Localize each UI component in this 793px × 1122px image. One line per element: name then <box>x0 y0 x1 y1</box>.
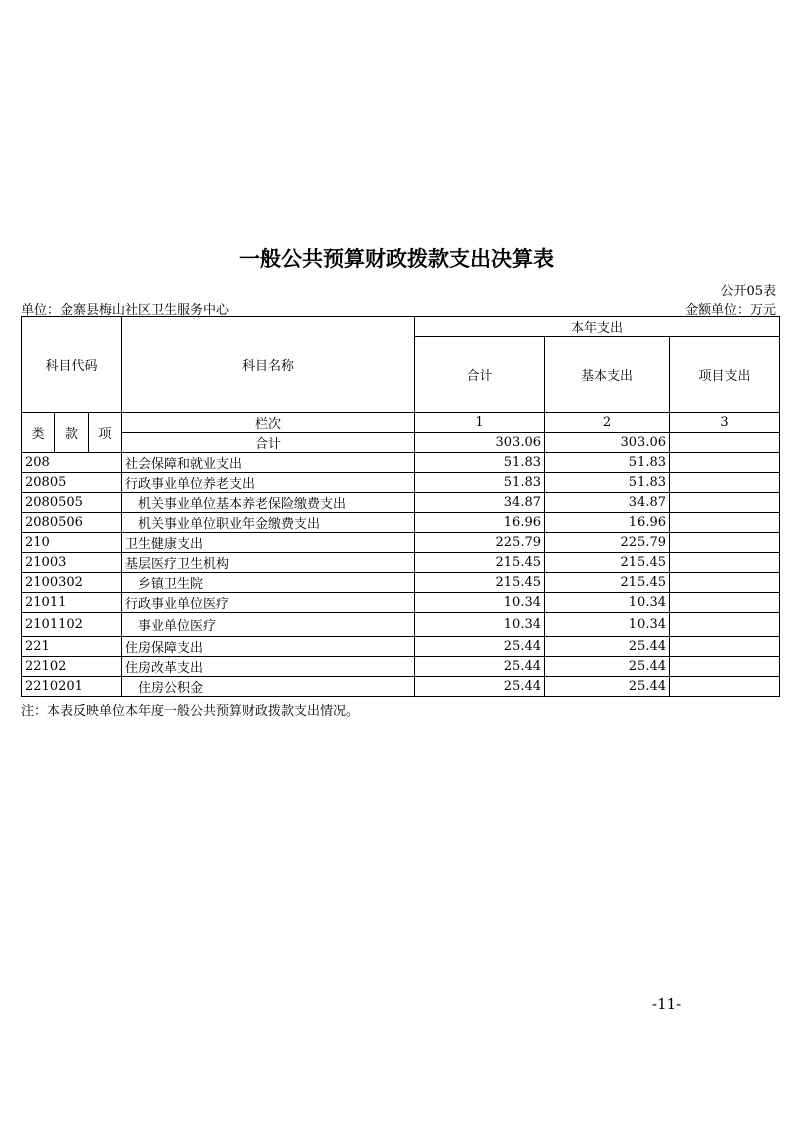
unit-label: 单位：金寨县梅山社区卫生服务中心 <box>21 303 230 318</box>
row-project <box>670 593 780 613</box>
header-lei: 类 <box>22 413 55 453</box>
row-basic: 225.79 <box>545 533 670 553</box>
row-total: 215.45 <box>415 553 545 573</box>
sum-label: 合计 <box>122 433 415 453</box>
row-project <box>670 513 780 533</box>
row-total: 51.83 <box>415 473 545 493</box>
row-code: 22102 <box>22 657 122 677</box>
table-row <box>22 473 780 493</box>
row-name: 机关事业单位职业年金缴费支出 <box>122 513 415 533</box>
row-code: 208 <box>22 453 122 473</box>
page-number: -11- <box>652 995 682 1013</box>
sum-total: 303.06 <box>415 433 545 453</box>
row-name: 卫生健康支出 <box>122 533 415 553</box>
row-basic: 25.44 <box>545 637 670 657</box>
table-row <box>22 513 780 533</box>
row-total: 215.45 <box>415 573 545 593</box>
header-xiang: 项 <box>89 413 122 453</box>
row-code: 2080506 <box>22 513 122 533</box>
row-basic: 34.87 <box>545 493 670 513</box>
row-project <box>670 553 780 573</box>
row-total: 51.83 <box>415 453 545 473</box>
row-basic: 215.45 <box>545 573 670 593</box>
header-code: 科目代码 <box>22 317 122 413</box>
row-basic: 10.34 <box>545 613 670 637</box>
header-name: 科目名称 <box>122 317 415 413</box>
row-basic: 25.44 <box>545 657 670 677</box>
row-name: 住房改革支出 <box>122 657 415 677</box>
row-name: 住房公积金 <box>122 677 415 697</box>
row-basic: 25.44 <box>545 677 670 697</box>
table-row <box>22 453 780 473</box>
row-code: 2101102 <box>22 613 122 637</box>
row-basic: 215.45 <box>545 553 670 573</box>
header-project: 项目支出 <box>670 337 780 413</box>
row-project <box>670 677 780 697</box>
row-name: 社会保障和就业支出 <box>122 453 415 473</box>
money-unit-label: 金额单位：万元 <box>684 303 776 318</box>
row-name: 乡镇卫生院 <box>122 573 415 593</box>
row-total: 25.44 <box>415 657 545 677</box>
sum-basic: 303.06 <box>545 433 670 453</box>
header-year-expense: 本年支出 <box>415 317 780 337</box>
row-total: 25.44 <box>415 637 545 657</box>
page-title: 一般公共预算财政拨款支出决算表 <box>239 247 554 271</box>
row-basic: 16.96 <box>545 513 670 533</box>
header-total: 合计 <box>415 337 545 413</box>
row-name: 基层医疗卫生机构 <box>122 553 415 573</box>
row-total: 25.44 <box>415 677 545 697</box>
row-basic: 51.83 <box>545 473 670 493</box>
row-total: 16.96 <box>415 513 545 533</box>
row-code: 21011 <box>22 593 122 613</box>
row-project <box>670 613 780 637</box>
col-index-1: 1 <box>415 413 545 433</box>
row-project <box>670 453 780 473</box>
row-code: 221 <box>22 637 122 657</box>
table-note: 注：本表反映单位本年度一般公共预算财政拨款支出情况。 <box>21 704 360 719</box>
form-number: 公开05表 <box>720 284 776 299</box>
row-basic: 51.83 <box>545 453 670 473</box>
table-row <box>22 677 780 697</box>
table-row <box>22 493 780 513</box>
row-code: 2080505 <box>22 493 122 513</box>
header-basic: 基本支出 <box>545 337 670 413</box>
row-project <box>670 473 780 493</box>
col-index-3: 3 <box>670 413 780 433</box>
row-project <box>670 657 780 677</box>
row-total: 225.79 <box>415 533 545 553</box>
row-code: 2100302 <box>22 573 122 593</box>
table-row <box>22 657 780 677</box>
table-row <box>22 593 780 613</box>
sum-project <box>670 433 780 453</box>
table-row <box>22 573 780 593</box>
row-project <box>670 573 780 593</box>
row-basic: 10.34 <box>545 593 670 613</box>
row-total: 10.34 <box>415 613 545 637</box>
row-project <box>670 493 780 513</box>
row-project <box>670 637 780 657</box>
row-total: 34.87 <box>415 493 545 513</box>
table-row <box>22 553 780 573</box>
row-code: 2210201 <box>22 677 122 697</box>
table-row <box>22 613 780 637</box>
row-code: 21003 <box>22 553 122 573</box>
row-name: 行政事业单位医疗 <box>122 593 415 613</box>
row-name: 机关事业单位基本养老保险缴费支出 <box>122 493 415 513</box>
col-index-2: 2 <box>545 413 670 433</box>
header-kuan: 款 <box>55 413 89 453</box>
table-row <box>22 533 780 553</box>
expense-table <box>21 316 780 697</box>
row-code: 20805 <box>22 473 122 493</box>
table-row <box>22 637 780 657</box>
row-total: 10.34 <box>415 593 545 613</box>
header-lanci: 栏次 <box>122 413 415 433</box>
row-name: 行政事业单位养老支出 <box>122 473 415 493</box>
row-project <box>670 533 780 553</box>
row-code: 210 <box>22 533 122 553</box>
row-name: 事业单位医疗 <box>122 613 415 637</box>
row-name: 住房保障支出 <box>122 637 415 657</box>
